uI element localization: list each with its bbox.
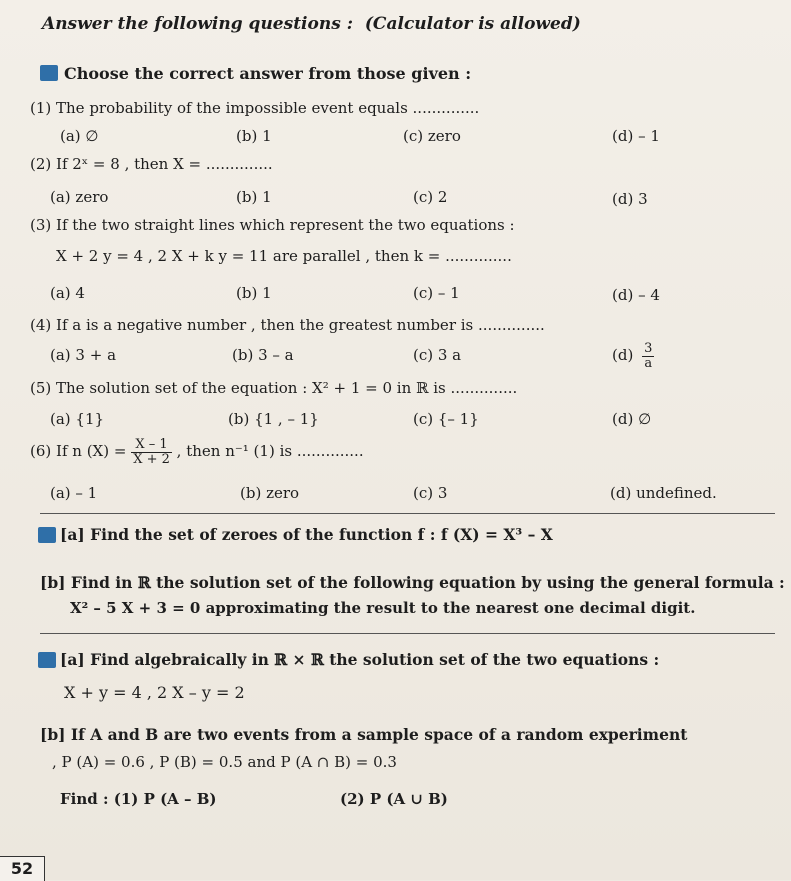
- q1-item-3-option-d: (d) – 4: [612, 286, 660, 304]
- q1-item-3-option-b: (b) 1: [236, 284, 272, 302]
- fraction-denominator: X + 2: [133, 451, 170, 467]
- q1-item-5-option-c: (c) {– 1}: [413, 410, 479, 428]
- fraction-denominator: a: [644, 355, 653, 371]
- q3-part-b-line-2: , P (A) = 0.6 , P (B) = 0.5 and P (A ∩ B) = 0.3: [52, 753, 397, 771]
- q1-item-4-option-c: (c) 3 a: [413, 346, 462, 364]
- question-1-badge: [40, 65, 58, 81]
- q1-item-5-option-b: (b) {1 , – 1}: [228, 410, 319, 428]
- q1-item-4-option-d: [612, 342, 654, 370]
- q2-part-a: [a] Find the set of zeroes of the function f : f (X) = X³ – X: [60, 525, 553, 544]
- q3-part-b-find-1: Find : (1) P (A – B): [60, 790, 217, 808]
- q3-part-b-find-2: (2) P (A ∪ B): [340, 790, 448, 808]
- q2-part-b-line-2: X² – 5 X + 3 = 0 approximating the result to the nearest one decimal digit.: [70, 599, 696, 617]
- q1-item-6-option-c: (c) 3: [413, 484, 448, 502]
- section-divider: [40, 513, 775, 514]
- header-note: (Calculator is allowed): [364, 14, 581, 34]
- q1-item-5-option-d: (d) ∅: [612, 410, 652, 428]
- q1-item-2-option-a: (a) zero: [50, 188, 109, 206]
- q1-item-3-option-c: (c) – 1: [413, 284, 460, 302]
- q1-item-1-stem: (1) The probability of the impossible event equals ..............: [30, 99, 480, 117]
- q1-item-6-stem-start: (6) If n (X) =: [30, 442, 127, 461]
- fraction-numerator: 3: [644, 341, 653, 356]
- q1-item-1-option-a: (a) ∅: [60, 127, 99, 145]
- x-minus-1-over-x-plus-2-fraction: [131, 438, 172, 466]
- q1-instruction: Choose the correct answer from those given :: [64, 64, 472, 83]
- q1-item-6-option-b: (b) zero: [240, 484, 300, 502]
- q1-item-1-option-d: (d) – 1: [612, 127, 660, 145]
- q1-item-5-stem: (5) The solution set of the equation : X² + 1 = 0 in ℝ is ..............: [30, 379, 518, 397]
- q3-part-a-line-1: [a] Find algebraically in ℝ × ℝ the solution set of the two equations :: [60, 650, 660, 669]
- q1-item-5-option-a: (a) {1}: [50, 410, 105, 428]
- question-3-badge: [38, 652, 56, 668]
- q1-item-1-option-c: (c) zero: [403, 127, 461, 145]
- fraction-numerator: X – 1: [131, 438, 172, 453]
- q1-item-2-option-d: (d) 3: [612, 190, 648, 208]
- q1-item-2-option-c: (c) 2: [413, 188, 448, 206]
- q1-item-6-option-a: (a) – 1: [50, 484, 98, 502]
- q1-item-6-stem: [30, 438, 364, 466]
- q1-item-3-stem: (3) If the two straight lines which represent the two equations :: [30, 216, 515, 234]
- page-number: 52: [0, 856, 45, 881]
- q2-part-b-line-1: [b] Find in ℝ the solution set of the following equation by using the general formula :: [40, 573, 785, 592]
- q1-item-2-option-b: (b) 1: [236, 188, 272, 206]
- instructions-header: [42, 14, 581, 34]
- q1-item-1-option-b: (b) 1: [236, 127, 272, 145]
- q1-item-4-option-d-label: (d): [612, 346, 634, 365]
- q3-part-b-line-1: [b] If A and B are two events from a sample space of a random experiment: [40, 725, 688, 744]
- q1-item-4-option-a: (a) 3 + a: [50, 346, 117, 364]
- q1-item-4-stem: (4) If a is a negative number , then the greatest number is ..............: [30, 316, 545, 334]
- q3-part-a-equations: X + y = 4 , 2 X – y = 2: [64, 683, 245, 702]
- three-over-a-fraction: [642, 342, 654, 370]
- q1-item-3-equations: X + 2 y = 4 , 2 X + k y = 11 are parallel , then k = ..............: [56, 247, 512, 265]
- q1-item-2-stem: (2) If 2ˣ = 8 , then X = ..............: [30, 155, 273, 173]
- question-2-badge: [38, 527, 56, 543]
- q1-item-6-option-d: (d) undefined.: [610, 484, 717, 502]
- header-title: Answer the following questions :: [42, 14, 359, 34]
- section-divider: [40, 633, 775, 634]
- q1-item-3-option-a: (a) 4: [50, 284, 85, 302]
- q1-item-6-stem-end: , then n⁻¹ (1) is ..............: [176, 442, 364, 461]
- q1-item-4-option-b: (b) 3 – a: [232, 346, 294, 364]
